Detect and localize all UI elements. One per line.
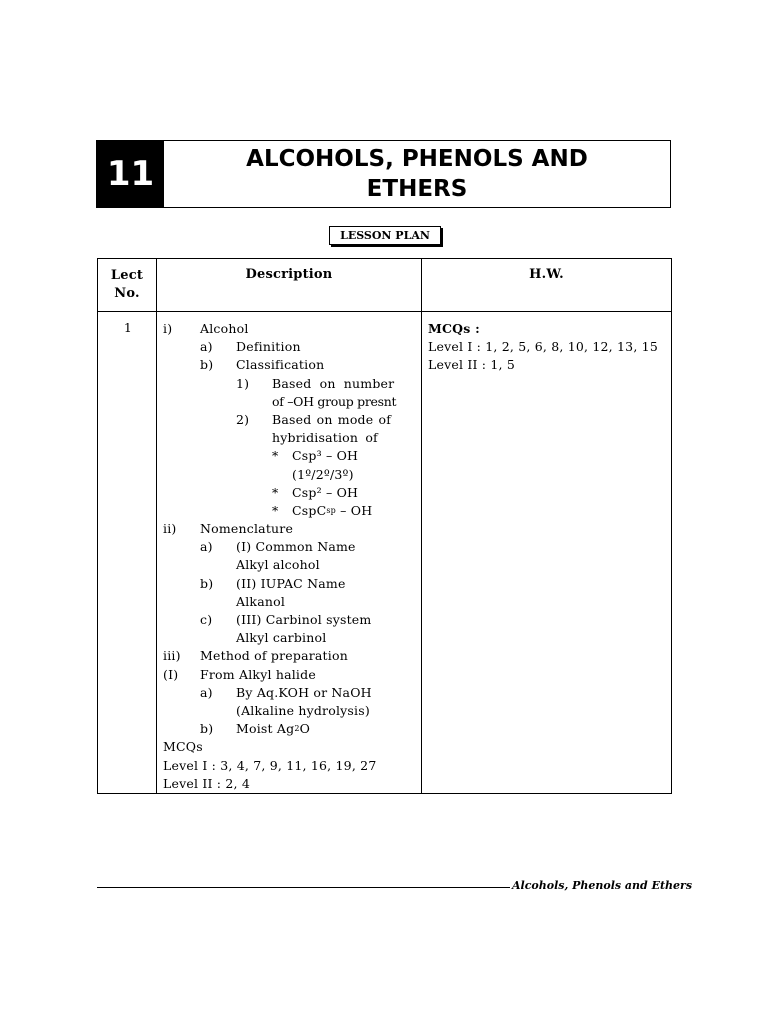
list-item: of –OH group presnt bbox=[272, 393, 397, 409]
hw-level-2: Level II : 1, 5 bbox=[428, 357, 516, 373]
table-header-row bbox=[98, 259, 672, 312]
chapter-title: ALCOHOLS, PHENOLS AND ETHERS bbox=[246, 146, 588, 202]
list-item: (Alkaline hydrolysis) bbox=[236, 702, 370, 718]
list-item: iii) Method of preparation bbox=[163, 648, 348, 664]
footer-rule bbox=[97, 887, 510, 888]
list-item: ii) Nomenclature bbox=[163, 521, 294, 537]
list-item: 1) Based on number bbox=[236, 375, 395, 391]
hw-title: MCQs : bbox=[428, 321, 480, 336]
lesson-plan-label: LESSON PLAN bbox=[329, 226, 441, 245]
list-item: MCQs bbox=[163, 739, 203, 755]
running-footer: Alcohols, Phenols and Ethers bbox=[512, 879, 693, 892]
description-cell bbox=[157, 312, 422, 794]
list-item: Level I : 3, 4, 7, 9, 11, 16, 19, 27 bbox=[163, 757, 377, 773]
list-item: c) (III) Carbinol system bbox=[200, 612, 372, 627]
header-description: Description bbox=[157, 259, 422, 312]
list-item: hybridisation of bbox=[272, 430, 378, 446]
table-row bbox=[98, 312, 672, 794]
list-item: a) By Aq.KOH or NaOH bbox=[200, 684, 372, 700]
list-item: * Csp³ – OH bbox=[272, 448, 359, 464]
list-item: i) Alcohol bbox=[163, 321, 249, 336]
list-item: a) (I) Common Name bbox=[200, 539, 356, 555]
list-item: * Csp² – OH bbox=[272, 484, 359, 500]
list-item: b) Classification bbox=[200, 357, 325, 373]
header-hw: H.W. bbox=[422, 259, 672, 312]
list-item: (I) From Alkyl halide bbox=[163, 666, 316, 682]
list-item: (1º/2º/3º) bbox=[292, 466, 354, 482]
header-lect-no: Lect No. bbox=[98, 259, 157, 312]
list-item: Alkyl carbinol bbox=[236, 630, 327, 646]
hw-cell bbox=[422, 312, 672, 794]
lesson-plan-table bbox=[97, 258, 672, 794]
lect-number: 1 bbox=[98, 312, 157, 794]
list-item: Alkanol bbox=[236, 593, 286, 609]
list-item: b) Moist Ag 2 O bbox=[200, 721, 311, 737]
chapter-header bbox=[96, 140, 671, 208]
hw-level-1: Level I : 1, 2, 5, 6, 8, 10, 12, 13, 15 bbox=[428, 339, 658, 355]
list-item: Alkyl alcohol bbox=[236, 557, 320, 573]
list-item: 2) Based on mode of bbox=[236, 411, 392, 427]
list-item: Level II : 2, 4 bbox=[163, 775, 251, 791]
chapter-number: 11 bbox=[97, 141, 164, 207]
list-item: * CspC sp – OH bbox=[272, 502, 373, 518]
list-item: b) (II) IUPAC Name bbox=[200, 575, 346, 591]
list-item: a) Definition bbox=[200, 339, 301, 355]
